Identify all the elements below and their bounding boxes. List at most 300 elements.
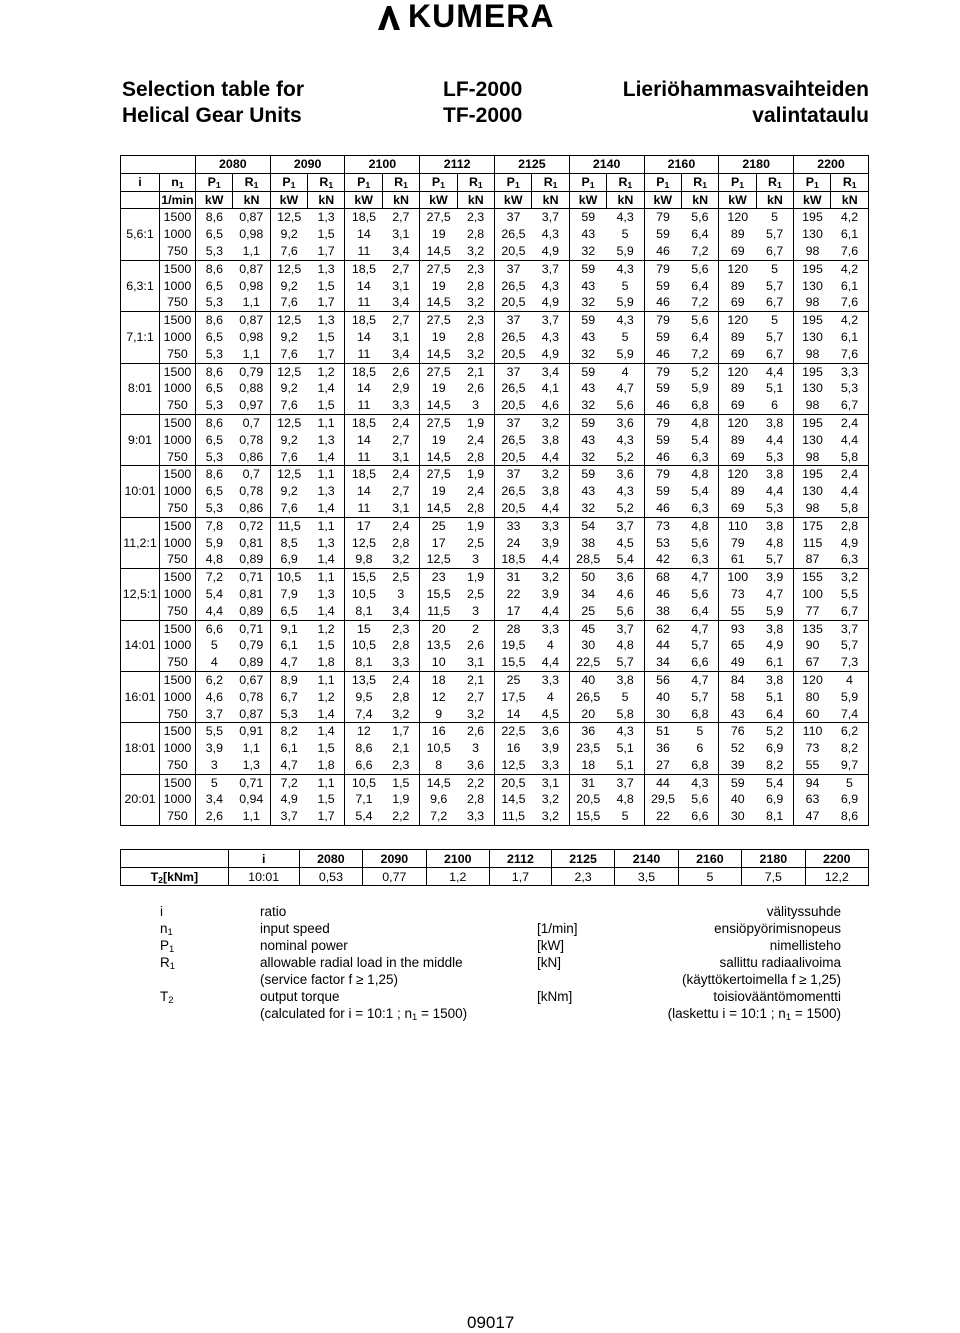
radial-load-value: 1,4 xyxy=(308,723,345,740)
power-value: 79 xyxy=(644,260,681,277)
radial-load-value: 5,3 xyxy=(756,449,793,466)
radial-load-value: 1,9 xyxy=(382,791,419,808)
power-value: 14,5 xyxy=(420,243,457,260)
power-value: 6,5 xyxy=(195,329,232,346)
radial-load-value: 0,72 xyxy=(233,517,270,534)
power-header xyxy=(794,173,831,191)
power-value: 12,5 xyxy=(270,466,307,483)
radial-load-value: 1,3 xyxy=(308,209,345,226)
radial-symbol: R xyxy=(543,174,553,189)
radial-load-value: 5,9 xyxy=(607,294,644,311)
table-row xyxy=(121,791,869,808)
power-value: 79 xyxy=(644,466,681,483)
torque-value: 3,5 xyxy=(615,868,678,886)
radial-load-value: 2,3 xyxy=(382,620,419,637)
power-value: 195 xyxy=(794,466,831,483)
power-value: 20,5 xyxy=(495,397,532,414)
power-value: 30 xyxy=(644,706,681,723)
power-value: 4,7 xyxy=(270,757,307,774)
radial-load-value: 0,88 xyxy=(233,380,270,397)
legend-unit-r: [kN] xyxy=(537,955,562,970)
speed-cell: 750 xyxy=(159,346,195,363)
power-value: 120 xyxy=(719,363,756,380)
radial-load-value: 4,4 xyxy=(756,363,793,380)
power-value: 15,5 xyxy=(495,654,532,671)
power-value: 17 xyxy=(495,603,532,620)
radial-load-value: 0,86 xyxy=(233,449,270,466)
radial-load-value: 1,3 xyxy=(308,432,345,449)
radial-load-value: 1,1 xyxy=(308,774,345,791)
radial-load-value: 5,3 xyxy=(756,500,793,517)
torque-label xyxy=(121,868,229,886)
radial-load-value: 1,5 xyxy=(308,740,345,757)
power-header xyxy=(719,173,756,191)
power-value: 84 xyxy=(719,671,756,688)
model-header-2112: 2112 xyxy=(420,156,495,174)
radial-load-value: 5,1 xyxy=(756,380,793,397)
power-unit: kW xyxy=(719,191,756,209)
power-symbol: P xyxy=(357,174,366,189)
legend-unit-n: [1/min] xyxy=(537,921,578,936)
power-value: 8,2 xyxy=(270,723,307,740)
power-value: 25 xyxy=(569,603,606,620)
radial-load-value: 3,1 xyxy=(382,329,419,346)
radial-load-value: 3,4 xyxy=(382,243,419,260)
radial-load-value: 1,5 xyxy=(308,226,345,243)
radial-load-value: 1,1 xyxy=(233,740,270,757)
radial-unit: kN xyxy=(382,191,419,209)
speed-cell: 1000 xyxy=(159,329,195,346)
power-value: 19 xyxy=(420,278,457,295)
power-value: 24 xyxy=(495,535,532,552)
radial-load-value: 3,1 xyxy=(457,654,494,671)
radial-load-value: 4,8 xyxy=(607,637,644,654)
radial-load-value: 4,4 xyxy=(532,449,569,466)
power-value: 120 xyxy=(719,466,756,483)
legend-en-t: output torque xyxy=(260,989,340,1004)
power-value: 7,6 xyxy=(270,346,307,363)
power-value: 98 xyxy=(794,397,831,414)
radial-load-value: 1,9 xyxy=(457,466,494,483)
radial-load-value: 6,3 xyxy=(681,500,718,517)
radial-symbol: R xyxy=(767,174,777,189)
table-row xyxy=(121,706,869,723)
radial-load-value: 1,1 xyxy=(233,243,270,260)
radial-load-value: 5,8 xyxy=(831,500,869,517)
radial-load-value: 4,3 xyxy=(681,774,718,791)
radial-load-value: 4,9 xyxy=(756,637,793,654)
radial-load-value: 6,8 xyxy=(681,397,718,414)
power-value: 50 xyxy=(569,569,606,586)
legend-unit-t: [kNm] xyxy=(537,989,573,1004)
legend-en-r-note: (service factor f ≥ 1,25) xyxy=(260,972,398,987)
radial-load-value: 5,6 xyxy=(607,397,644,414)
power-value: 5 xyxy=(195,774,232,791)
speed-cell: 1500 xyxy=(159,723,195,740)
torque-value: 12,2 xyxy=(805,868,868,886)
legend-symbol-i: i xyxy=(160,904,163,919)
power-value: 59 xyxy=(569,260,606,277)
table-row xyxy=(121,774,869,791)
power-value: 43 xyxy=(569,483,606,500)
table-row xyxy=(121,551,869,568)
radial-load-value: 3,1 xyxy=(382,500,419,517)
radial-load-value: 4,4 xyxy=(831,483,869,500)
radial-load-value: 3,9 xyxy=(532,740,569,757)
torque-value: 2,3 xyxy=(551,868,614,886)
power-header xyxy=(569,173,606,191)
legend-symbol-n-text: n xyxy=(160,921,168,936)
power-value: 73 xyxy=(719,586,756,603)
table-row xyxy=(121,517,869,534)
legend-fi-t-note-sub: 1 xyxy=(785,1012,792,1023)
title-finnish xyxy=(623,77,869,129)
power-value: 17 xyxy=(345,517,382,534)
power-header xyxy=(495,173,532,191)
table-row xyxy=(121,209,869,226)
radial-load-value: 6,1 xyxy=(831,329,869,346)
legend-en-i: ratio xyxy=(260,904,287,919)
power-value: 100 xyxy=(794,586,831,603)
table-row xyxy=(121,380,869,397)
radial-load-value: 4 xyxy=(532,637,569,654)
power-value: 5,3 xyxy=(195,449,232,466)
power-value: 23,5 xyxy=(569,740,606,757)
power-value: 37 xyxy=(495,414,532,431)
power-value: 69 xyxy=(719,346,756,363)
power-value: 20,5 xyxy=(495,774,532,791)
torque-symbol: T xyxy=(150,869,159,884)
radial-load-value: 2,8 xyxy=(457,278,494,295)
power-value: 30 xyxy=(569,637,606,654)
radial-load-value: 5,9 xyxy=(831,689,869,706)
table-row xyxy=(121,483,869,500)
radial-load-value: 8,6 xyxy=(831,808,869,825)
power-value: 18,5 xyxy=(345,363,382,380)
model-header-2140: 2140 xyxy=(569,156,644,174)
power-value: 19,5 xyxy=(495,637,532,654)
radial-load-header xyxy=(308,173,345,191)
radial-load-value: 5,7 xyxy=(681,637,718,654)
model-code-tf: TF-2000 xyxy=(443,104,523,127)
radial-unit: kN xyxy=(532,191,569,209)
speed-cell: 1500 xyxy=(159,517,195,534)
power-value: 9,1 xyxy=(270,620,307,637)
radial-load-value: 1,1 xyxy=(308,569,345,586)
radial-load-value: 1,5 xyxy=(308,397,345,414)
table-row xyxy=(121,637,869,654)
legend-en-t-note-a: (calculated for i = 10:1 ; n xyxy=(260,1006,412,1021)
legend-symbol-r-sub: 1 xyxy=(169,961,175,972)
speed-cell: 750 xyxy=(159,500,195,517)
radial-load-value: 4,3 xyxy=(607,312,644,329)
power-value: 69 xyxy=(719,294,756,311)
radial-load-value: 3,2 xyxy=(382,706,419,723)
power-value: 14,5 xyxy=(420,500,457,517)
power-symbol: P xyxy=(805,174,814,189)
power-value: 20,5 xyxy=(495,449,532,466)
radial-load-value: 1,9 xyxy=(457,517,494,534)
radial-load-value: 5,6 xyxy=(607,603,644,620)
radial-load-value: 5,3 xyxy=(831,380,869,397)
power-value: 53 xyxy=(644,535,681,552)
power-value: 79 xyxy=(644,363,681,380)
power-symbol-sub: 1 xyxy=(514,179,520,190)
radial-load-value: 1,5 xyxy=(308,791,345,808)
power-value: 13,5 xyxy=(420,637,457,654)
power-header xyxy=(420,173,457,191)
power-value: 130 xyxy=(794,432,831,449)
radial-load-value: 0,87 xyxy=(233,209,270,226)
legend-fi-t: toisiovääntömomentti xyxy=(713,989,841,1004)
speed-cell: 750 xyxy=(159,603,195,620)
radial-load-value: 0,87 xyxy=(233,260,270,277)
radial-load-value: 2,8 xyxy=(831,517,869,534)
torque-table xyxy=(120,849,869,886)
ratio-header: i xyxy=(121,173,160,191)
radial-load-value: 1,3 xyxy=(233,757,270,774)
power-unit: kW xyxy=(644,191,681,209)
power-value: 20,5 xyxy=(495,294,532,311)
power-value: 14,5 xyxy=(420,774,457,791)
radial-load-value: 1,3 xyxy=(308,535,345,552)
power-value: 15 xyxy=(345,620,382,637)
legend-symbol-n-sub: 1 xyxy=(167,927,173,938)
power-value: 59 xyxy=(569,466,606,483)
radial-load-value: 5,7 xyxy=(831,637,869,654)
radial-load-value: 1,5 xyxy=(308,278,345,295)
power-value: 5,3 xyxy=(195,294,232,311)
radial-load-value: 0,78 xyxy=(233,689,270,706)
radial-load-value: 0,81 xyxy=(233,535,270,552)
model-header-2090: 2090 xyxy=(270,156,345,174)
power-value: 175 xyxy=(794,517,831,534)
radial-load-value: 2,2 xyxy=(457,774,494,791)
power-value: 79 xyxy=(644,312,681,329)
radial-load-value: 6,3 xyxy=(681,551,718,568)
radial-load-value: 7,6 xyxy=(831,346,869,363)
speed-cell: 1000 xyxy=(159,637,195,654)
power-value: 8,1 xyxy=(345,603,382,620)
title-finnish-line2: valintataulu xyxy=(752,104,869,127)
radial-load-value: 0,89 xyxy=(233,603,270,620)
power-value: 51 xyxy=(644,723,681,740)
power-value: 8,6 xyxy=(195,260,232,277)
kumera-logo xyxy=(378,2,610,32)
power-value: 40 xyxy=(569,671,606,688)
power-value: 32 xyxy=(569,294,606,311)
power-value: 89 xyxy=(719,329,756,346)
power-value: 11 xyxy=(345,397,382,414)
power-value: 6,5 xyxy=(195,432,232,449)
power-unit: kW xyxy=(569,191,606,209)
radial-load-value: 4,5 xyxy=(607,535,644,552)
radial-unit: kN xyxy=(607,191,644,209)
power-value: 59 xyxy=(569,414,606,431)
power-value: 8,9 xyxy=(270,671,307,688)
table-row xyxy=(121,226,869,243)
power-value: 20,5 xyxy=(569,791,606,808)
power-value: 22,5 xyxy=(569,654,606,671)
legend-fi-r: sallittu radiaalivoima xyxy=(719,955,841,970)
radial-load-header xyxy=(607,173,644,191)
power-value: 10,5 xyxy=(270,569,307,586)
torque-model-2112: 2112 xyxy=(489,850,551,868)
radial-load-value: 1,4 xyxy=(308,449,345,466)
radial-load-value: 1,2 xyxy=(308,620,345,637)
speed-cell: 1500 xyxy=(159,620,195,637)
power-value: 120 xyxy=(719,260,756,277)
power-value: 23 xyxy=(420,569,457,586)
power-value: 120 xyxy=(719,209,756,226)
power-value: 14,5 xyxy=(420,346,457,363)
radial-load-value: 5,7 xyxy=(756,329,793,346)
radial-load-value: 4,4 xyxy=(756,483,793,500)
power-value: 8,6 xyxy=(345,740,382,757)
power-value: 5,3 xyxy=(195,243,232,260)
torque-model-2100: 2100 xyxy=(426,850,489,868)
power-value: 28,5 xyxy=(569,551,606,568)
speed-cell: 1500 xyxy=(159,774,195,791)
ratio-cell: 18:01 xyxy=(121,723,160,774)
power-value: 67 xyxy=(794,654,831,671)
power-value: 25 xyxy=(420,517,457,534)
torque-value: 5 xyxy=(678,868,741,886)
power-value: 15,5 xyxy=(420,586,457,603)
power-value: 11,5 xyxy=(420,603,457,620)
radial-load-value: 6,2 xyxy=(831,723,869,740)
power-value: 27,5 xyxy=(420,209,457,226)
power-value: 7,8 xyxy=(195,517,232,534)
radial-load-value: 1,9 xyxy=(457,414,494,431)
power-value: 155 xyxy=(794,569,831,586)
radial-load-value: 4,3 xyxy=(532,226,569,243)
power-value: 11 xyxy=(345,294,382,311)
table-row xyxy=(121,620,869,637)
radial-load-value: 4,4 xyxy=(756,432,793,449)
ratio-cell: 6,3:1 xyxy=(121,260,160,311)
power-value: 7,1 xyxy=(345,791,382,808)
kumera-logo-mark-icon xyxy=(378,6,400,30)
power-value: 3,4 xyxy=(195,791,232,808)
power-value: 8,1 xyxy=(345,654,382,671)
radial-load-value: 4,3 xyxy=(532,329,569,346)
power-value: 98 xyxy=(794,449,831,466)
radial-load-value: 3,1 xyxy=(382,449,419,466)
power-value: 31 xyxy=(569,774,606,791)
power-value: 18,5 xyxy=(345,312,382,329)
power-value: 20 xyxy=(420,620,457,637)
radial-load-value: 2,7 xyxy=(382,260,419,277)
radial-load-value: 3,2 xyxy=(532,808,569,825)
radial-load-value: 3 xyxy=(457,551,494,568)
power-value: 195 xyxy=(794,312,831,329)
radial-load-value: 1,5 xyxy=(382,774,419,791)
power-value: 6,5 xyxy=(195,380,232,397)
legend-symbol-n xyxy=(160,920,173,937)
power-value: 12 xyxy=(420,689,457,706)
radial-load-value: 0,71 xyxy=(233,774,270,791)
power-value: 11 xyxy=(345,449,382,466)
radial-load-value: 4,8 xyxy=(607,791,644,808)
radial-load-value: 1,5 xyxy=(308,329,345,346)
power-value: 55 xyxy=(719,603,756,620)
radial-load-value: 5,2 xyxy=(607,500,644,517)
power-value: 69 xyxy=(719,243,756,260)
radial-load-value: 3,3 xyxy=(382,654,419,671)
radial-load-value: 1,7 xyxy=(308,243,345,260)
radial-load-value: 5,1 xyxy=(607,740,644,757)
radial-symbol-sub: 1 xyxy=(627,179,633,190)
radial-load-value: 1,4 xyxy=(308,380,345,397)
radial-load-value: 3,2 xyxy=(831,569,869,586)
radial-load-value: 3,3 xyxy=(532,671,569,688)
radial-load-value: 8,1 xyxy=(756,808,793,825)
power-value: 7,6 xyxy=(270,243,307,260)
legend-fi-i: välityssuhde xyxy=(766,904,841,919)
radial-load-value: 1,3 xyxy=(308,586,345,603)
radial-symbol-sub: 1 xyxy=(477,179,483,190)
power-value: 43 xyxy=(569,226,606,243)
power-value: 27,5 xyxy=(420,312,457,329)
radial-load-value: 2,4 xyxy=(831,466,869,483)
radial-load-value: 6,7 xyxy=(756,346,793,363)
power-value: 46 xyxy=(644,294,681,311)
power-value: 18,5 xyxy=(345,209,382,226)
radial-load-value: 4,3 xyxy=(607,209,644,226)
power-value: 3,9 xyxy=(195,740,232,757)
ratio-cell: 10:01 xyxy=(121,466,160,517)
power-value: 120 xyxy=(794,671,831,688)
radial-load-value: 1,8 xyxy=(308,757,345,774)
radial-load-header xyxy=(457,173,494,191)
radial-load-value: 5 xyxy=(607,226,644,243)
torque-value: 1,2 xyxy=(426,868,489,886)
speed-cell: 1500 xyxy=(159,363,195,380)
power-value: 47 xyxy=(794,808,831,825)
power-value: 11,5 xyxy=(495,808,532,825)
power-value: 110 xyxy=(794,723,831,740)
power-value: 195 xyxy=(794,363,831,380)
power-value: 69 xyxy=(719,449,756,466)
speed-cell: 750 xyxy=(159,654,195,671)
speed-cell: 1000 xyxy=(159,740,195,757)
radial-load-value: 1,3 xyxy=(308,260,345,277)
radial-load-value: 3,3 xyxy=(457,808,494,825)
radial-load-value: 0,89 xyxy=(233,551,270,568)
speed-cell: 1000 xyxy=(159,226,195,243)
power-value: 36 xyxy=(644,740,681,757)
power-value: 11 xyxy=(345,346,382,363)
radial-load-value: 4 xyxy=(532,689,569,706)
radial-load-value: 2,7 xyxy=(382,209,419,226)
power-unit: kW xyxy=(195,191,232,209)
power-value: 77 xyxy=(794,603,831,620)
power-value: 130 xyxy=(794,278,831,295)
power-value: 195 xyxy=(794,414,831,431)
radial-load-value: 4,7 xyxy=(681,671,718,688)
power-value: 73 xyxy=(794,740,831,757)
power-value: 26,5 xyxy=(495,380,532,397)
legend-fi-r-note: (käyttökertoimella f ≥ 1,25) xyxy=(682,972,841,987)
radial-load-value: 3,6 xyxy=(457,757,494,774)
power-value: 45 xyxy=(569,620,606,637)
radial-load-value: 4,6 xyxy=(532,397,569,414)
power-value: 3,7 xyxy=(195,706,232,723)
speed-cell: 1000 xyxy=(159,791,195,808)
power-value: 27,5 xyxy=(420,260,457,277)
legend-fi-p: nimellisteho xyxy=(769,938,841,953)
